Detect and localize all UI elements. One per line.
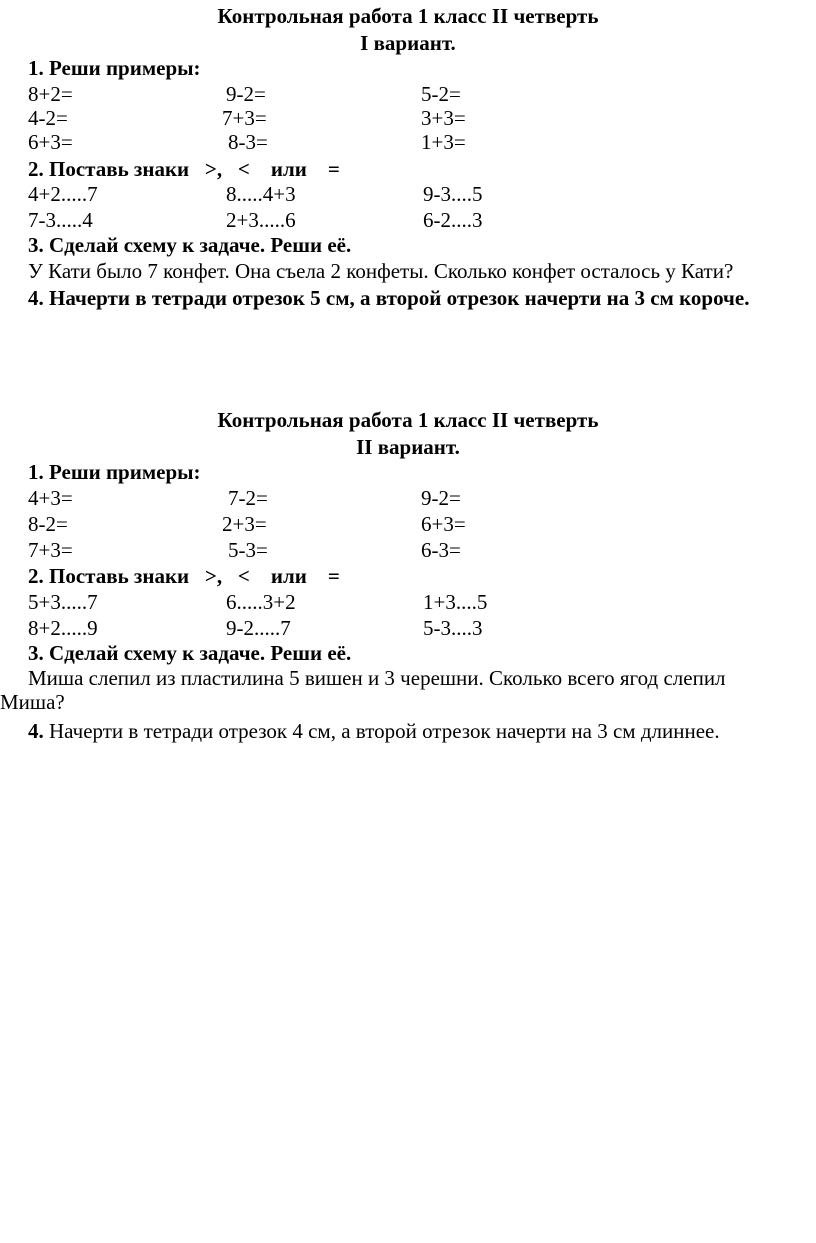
v2-subtitle: II вариант. — [356, 435, 460, 459]
v1-example-row — [0, 81, 816, 108]
v2-example: 4+3= — [28, 486, 73, 510]
v2-compare: 1+3....5 — [423, 590, 488, 614]
v1-compare: 2+3.....6 — [226, 208, 296, 232]
v2-example-row — [0, 511, 816, 538]
v1-example: 6+3= — [28, 130, 73, 154]
v2-compare: 6.....3+2 — [226, 590, 296, 614]
v1-example-row — [0, 105, 816, 132]
v2-compare-row — [0, 615, 816, 642]
v2-example: 7-2= — [228, 486, 268, 510]
v1-example: 3+3= — [421, 106, 466, 130]
v2-compare: 5+3.....7 — [28, 590, 98, 614]
v2-example-row — [0, 485, 816, 512]
v2-task3-text-row — [0, 665, 816, 692]
v1-example: 5-2= — [421, 82, 461, 106]
v2-task3-heading: 3. Сделай схему к задаче. Реши её. — [28, 641, 352, 665]
v2-example: 5-3= — [228, 538, 268, 562]
v1-title: Контрольная работа 1 класс II четверть — [217, 4, 599, 28]
v2-title: Контрольная работа 1 класс II четверть — [217, 408, 599, 432]
v2-task2-heading-row — [0, 563, 816, 590]
v2-compare: 5-3....3 — [423, 616, 483, 640]
v1-example: 9-2= — [226, 82, 266, 106]
v1-compare-row — [0, 207, 816, 234]
v2-task2-heading: 2. Поставь знаки >, < или = — [28, 564, 340, 588]
v1-example-row — [0, 129, 816, 156]
v2-task4 — [28, 718, 720, 745]
v2-example: 8-2= — [28, 512, 68, 536]
v1-example: 8-3= — [228, 130, 268, 154]
v2-task4-number: 4. — [28, 719, 44, 743]
v1-example: 7+3= — [222, 106, 267, 130]
v2-example: 7+3= — [28, 538, 73, 562]
v2-task1-heading: 1. Реши примеры: — [28, 460, 201, 484]
v2-task3-text-line1: Миша слепил из пластилина 5 вишен и 3 черешни. Сколько всего ягод слепил — [28, 666, 726, 690]
v2-compare: 8+2.....9 — [28, 616, 98, 640]
v2-task3-text-line2: Миша? — [0, 690, 65, 714]
v1-subtitle: I вариант. — [360, 31, 456, 55]
v2-task4-row — [0, 718, 816, 745]
v1-task2-heading-row — [0, 156, 816, 183]
v2-task4-text: Начерти в тетради отрезок 4 см, а второй отрезок начерти на 3 см длиннее. — [49, 719, 720, 743]
v1-task1-heading-row — [0, 55, 816, 82]
v2-task1-heading-row — [0, 459, 816, 486]
v2-task3-text-row — [0, 689, 816, 716]
v2-compare: 9-2.....7 — [226, 616, 291, 640]
v2-example: 2+3= — [222, 512, 267, 536]
v1-example: 4-2= — [28, 106, 68, 130]
v1-task2-heading: 2. Поставь знаки >, < или = — [28, 157, 340, 181]
v1-compare-row — [0, 181, 816, 208]
v2-example-row — [0, 537, 816, 564]
v1-task3-text: У Кати было 7 конфет. Она съела 2 конфеты. Сколько конфет осталось у Кати? — [28, 259, 734, 283]
v1-example: 8+2= — [28, 82, 73, 106]
v1-task3-heading-row — [0, 232, 816, 259]
v1-task4-row — [0, 285, 816, 312]
v1-task3-text-row — [0, 258, 816, 285]
v1-task4-text: 4. Начерти в тетради отрезок 5 см, а второй отрезок начерти на 3 см короче. — [28, 286, 750, 310]
v2-compare-row — [0, 589, 816, 616]
v1-compare: 6-2....3 — [423, 208, 483, 232]
v2-example: 6+3= — [421, 512, 466, 536]
v1-example: 1+3= — [421, 130, 466, 154]
v1-task3-heading: 3. Сделай схему к задаче. Реши её. — [28, 233, 352, 257]
v1-compare: 4+2.....7 — [28, 182, 98, 206]
v1-compare: 7-3.....4 — [28, 208, 93, 232]
v2-task3-heading-row — [0, 640, 816, 667]
v1-compare: 8.....4+3 — [226, 182, 296, 206]
v1-compare: 9-3....5 — [423, 182, 483, 206]
v2-example: 9-2= — [421, 486, 461, 510]
v2-example: 6-3= — [421, 538, 461, 562]
v1-task1-heading: 1. Реши примеры: — [28, 56, 201, 80]
